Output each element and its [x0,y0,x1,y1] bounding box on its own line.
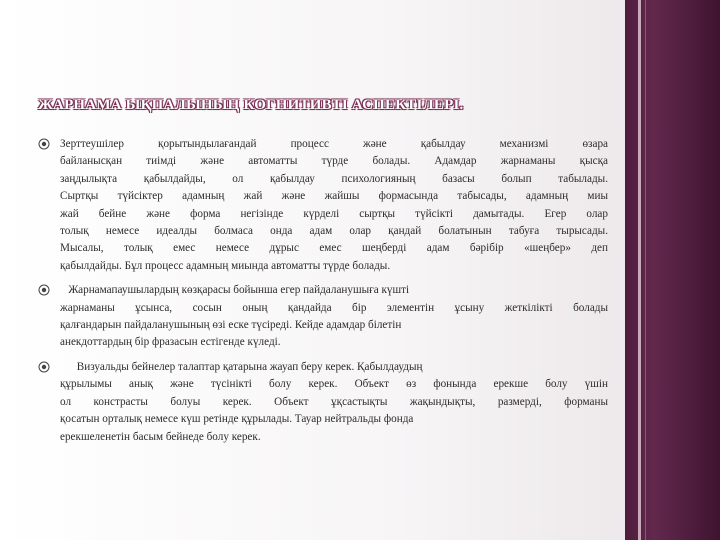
text-line: Сыртқы түйсіктер адамның жай және жайшы формасында табысады, адамның миы [60,190,608,203]
paragraph-text [60,136,608,275]
text-line: толық немесе идеалды болмаса онда адам олар қандай болатынын табуға тырысады. [60,225,608,238]
text-line: анекдоттардың бір фразасын естігенде күледі. [60,336,281,349]
text-line: жай бейне және форма негізінде күрделі сыртқы түйсікті дамытады. Егер олар [60,207,608,220]
side-band-stripe [638,0,641,540]
text-line: Визуальды бейнелер талаптар қатарына жауап беру керек. Қабылдаудың [60,360,423,373]
text-line: ерекшеленетін басым бейнеде болу керек. [60,430,261,443]
bullet-list [38,136,608,453]
text-line: байланысқан тиімді және автоматты түрде болады. Адамдар жарнаманы қысқа [60,155,608,168]
text-line: Зерттеушілер қорытындылағандай процесс және қабылдау механизмі өзара [60,138,608,150]
text-line: Мысалы, толық емес немесе дұрыс емес шеңберді адам бәрібір «шеңбер» деп [60,242,608,255]
text-line: құрылымы анық және түсінікті болу керек. Объект өз фонында ерекше болу үшін [60,378,608,391]
target-circle-icon [38,361,50,373]
target-circle-icon [38,138,50,150]
text-line: заңдылықта қабылдайды, ол қабылдау психологияның базасы болып табылады. [60,172,608,185]
paragraph-text [60,359,608,446]
text-line: қалғандарын пайдаланушының өзі еске түсіреді. Кейде адамдар білетін [60,319,402,332]
text-line: ол констрасты болуы керек. Объект ұқсастықты жақындықты, размерді, форманы [60,395,608,408]
target-circle-icon [38,284,50,296]
text-line: жарнаманы ұсынса, сосын оның қандайда бір элементін ұсыну жеткілікті болады [60,301,608,314]
slide-title: ЖАРНАМА ЫҚПАЛЫНЫҢ КОГНИТИВТІ АСПЕКТІЛЕРІ. [38,97,464,113]
side-band-stripe-thin [645,0,646,540]
decorative-side-band [625,0,720,540]
text-line: қосатын орталық немесе күш ретінде құрылады. Тауар нейтральды фонда [60,413,414,426]
list-item [38,282,608,352]
list-item [38,359,608,446]
paragraph-text [60,282,608,352]
text-line: қабылдайды. Бұл процесс адамның миында автоматты түрде болады. [60,259,391,272]
text-line: Жарнамапаушылардың көзқарасы бойынша егер пайдаланушыға күшті [60,284,410,297]
list-item [38,136,608,275]
